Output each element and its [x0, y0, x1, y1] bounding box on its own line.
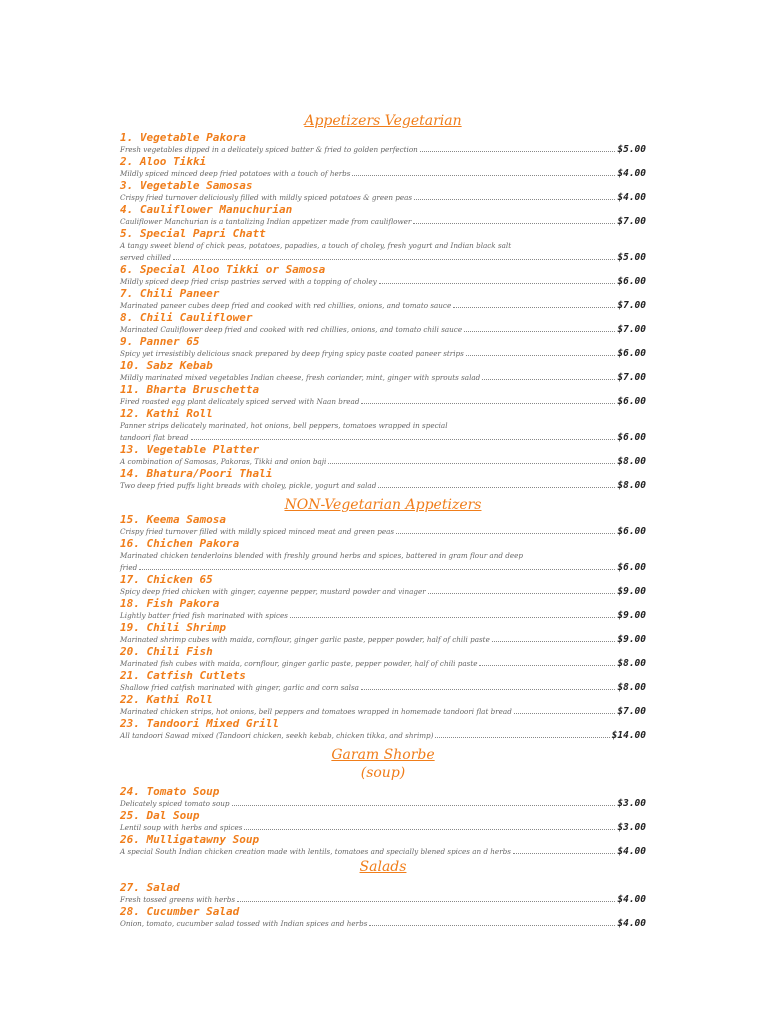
menu-item: [120, 882, 646, 906]
item-name: 24. Tomato Soup: [120, 785, 220, 798]
item-name: 23. Tandoori Mixed Grill: [120, 717, 279, 730]
dot-leader: [361, 689, 615, 690]
item-price: $6.00: [617, 432, 646, 443]
item-description: Lentil soup with herbs and spices: [120, 823, 243, 832]
item-name: 3. Vegetable Samosas: [120, 179, 253, 192]
item-name: 28. Cucumber Salad: [120, 905, 240, 918]
item-description: Spicy deep fried chicken with ginger, cayenne pepper, mustard powder and vinager: [120, 587, 426, 596]
item-description: Spicy yet irresistibly delicious snack prepared by deep frying spicy paste coated paneer strips: [120, 349, 464, 358]
menu-item: [120, 646, 646, 670]
section-title: Garam Shorbe: [331, 747, 435, 763]
item-price: $4.00: [617, 894, 646, 905]
menu-item: [120, 834, 646, 858]
item-price: $7.00: [617, 372, 646, 383]
item-price: $6.00: [617, 526, 646, 537]
dot-leader: [173, 259, 615, 260]
item-name: 18. Fish Pakora: [120, 597, 220, 610]
menu-item: [120, 336, 646, 360]
item-name: 21. Catfish Cutlets: [120, 669, 246, 682]
dot-leader: [290, 617, 615, 618]
item-name: 6. Special Aloo Tikki or Samosa: [120, 263, 326, 276]
item-price: $9.00: [617, 586, 646, 597]
item-name: 2. Aloo Tikki: [120, 155, 207, 168]
dot-leader: [435, 737, 609, 738]
item-description: Marinated shrimp cubes with maida, cornflour, ginger garlic paste, pepper powder, half of chili paste: [120, 635, 490, 644]
item-price: $6.00: [617, 348, 646, 359]
dot-leader: [492, 641, 616, 642]
item-name: 4. Cauliflower Manuchurian: [120, 203, 293, 216]
item-name: 19. Chili Shrimp: [120, 621, 226, 634]
item-price: $8.00: [617, 480, 646, 491]
item-description-cont: tandoori flat bread: [120, 433, 189, 442]
item-description: Panner strips delicately marinated, hot onions, bell peppers, tomatoes wrapped in special: [120, 421, 448, 430]
item-description: Onion, tomato, cucumber salad tossed with Indian spices and herbs: [120, 919, 368, 928]
menu-item: [120, 132, 646, 156]
dot-leader: [513, 853, 615, 854]
dot-leader: [479, 665, 615, 666]
dot-leader: [232, 805, 616, 806]
menu-item: [120, 444, 646, 468]
item-name: 14. Bhatura/Poori Thali: [120, 467, 273, 480]
item-name: 12. Kathi Roll: [120, 407, 213, 420]
item-price: $7.00: [617, 324, 646, 335]
item-name: 5. Special Papri Chatt: [120, 227, 266, 240]
item-price: $9.00: [617, 610, 646, 621]
item-description: Fresh vegetables dipped in a delicately spiced batter & fried to golden perfection: [120, 145, 418, 154]
item-name: 9. Panner 65: [120, 335, 200, 348]
section-non-vegetarian-appetizers: [120, 496, 646, 742]
dot-leader: [466, 355, 616, 356]
dot-leader: [139, 569, 615, 570]
menu-item: [120, 228, 646, 264]
item-description: A combination of Samosas, Pakoras, Tikki and onion baji: [120, 457, 327, 466]
item-description: Fresh tossed greens with herbs: [120, 895, 236, 904]
dot-leader: [328, 463, 615, 464]
dot-leader: [244, 829, 615, 830]
item-price: $3.00: [617, 822, 646, 833]
menu-item: [120, 204, 646, 228]
item-name: 17. Chicken 65: [120, 573, 213, 586]
dot-leader: [396, 533, 615, 534]
dot-leader: [420, 151, 616, 152]
dot-leader: [453, 307, 615, 308]
item-name: 25. Dal Soup: [120, 809, 200, 822]
item-description: Marinated Cauliflower deep fried and cooked with red chillies, onions, and tomato chili sauce: [120, 325, 463, 334]
item-price: $7.00: [617, 300, 646, 311]
section-title: Salads: [359, 859, 407, 875]
item-price: $4.00: [617, 918, 646, 929]
item-name: 27. Salad: [120, 881, 180, 894]
menu-item: [120, 718, 646, 742]
item-name: 10. Sabz Kebab: [120, 359, 213, 372]
menu-item: [120, 264, 646, 288]
item-name: 26. Mulligatawny Soup: [120, 833, 260, 846]
menu-item: [120, 694, 646, 718]
item-name: 20. Chili Fish: [120, 645, 213, 658]
item-price: $4.00: [617, 168, 646, 179]
section-garam-shorbe: [120, 746, 646, 858]
item-price: $5.00: [617, 144, 646, 155]
item-price: $4.00: [617, 846, 646, 857]
menu-item: [120, 538, 646, 574]
item-description: Marinated chicken strips, hot onions, bell peppers and tomatoes wrapped in homemade tandoori flat bread: [120, 707, 512, 716]
item-name: 22. Kathi Roll: [120, 693, 213, 706]
menu-item: [120, 670, 646, 694]
dot-leader: [378, 487, 615, 488]
menu-item: [120, 906, 646, 930]
menu-item: [120, 312, 646, 336]
menu-item: [120, 622, 646, 646]
dot-leader: [428, 593, 616, 594]
dot-leader: [514, 713, 616, 714]
item-description: Crispy fried turnover filled with mildly spiced minced meat and green peas: [120, 527, 395, 536]
section-salads: [120, 858, 646, 930]
menu-item: [120, 786, 646, 810]
item-description: Marinated fish cubes with maida, cornflour, ginger garlic paste, pepper powder, half of chili paste: [120, 659, 478, 668]
menu-item: [120, 514, 646, 538]
item-price: $8.00: [617, 682, 646, 693]
item-description: Mildly spiced minced deep fried potatoes with a touch of herbs: [120, 169, 351, 178]
item-description: Mildly spiced deep fried crisp pastries served with a topping of choley: [120, 277, 377, 286]
menu-item: [120, 574, 646, 598]
item-price: $6.00: [617, 562, 646, 573]
item-name: 1. Vegetable Pakora: [120, 131, 246, 144]
item-description: Fired roasted egg plant delicately spiced served with Naan bread: [120, 397, 360, 406]
item-description-cont: served chilled: [120, 253, 171, 262]
dot-leader: [361, 403, 615, 404]
item-description: A tangy sweet blend of chick peas, potatoes, papadies, a touch of choley, fresh yogurt and Indian black salt: [120, 241, 512, 250]
item-description: Mildly marinated mixed vegetables Indian cheese, fresh coriander, mint, ginger with sprouts salad: [120, 373, 481, 382]
item-price: $5.00: [617, 252, 646, 263]
section-title: NON-Vegetarian Appetizers: [284, 497, 482, 513]
item-name: 7. Chili Paneer: [120, 287, 220, 300]
item-description: Crispy fried turnover deliciously filled with mildly spiced potatoes & green peas: [120, 193, 413, 202]
menu-item: [120, 180, 646, 204]
dot-leader: [413, 223, 615, 224]
item-description: All tandoori Sawad mixed (Tandoori chicken, seekh kebab, chicken tikka, and shrimp): [120, 731, 434, 740]
item-name: 8. Chili Cauliflower: [120, 311, 253, 324]
dot-leader: [464, 331, 615, 332]
item-name: 13. Vegetable Platter: [120, 443, 260, 456]
item-name: 11. Bharta Bruschetta: [120, 383, 260, 396]
item-description: Marinated paneer cubes deep fried and cooked with red chillies, onions, and tomato sauce: [120, 301, 452, 310]
section-title: Appetizers Vegetarian: [304, 113, 462, 129]
item-price: $7.00: [617, 706, 646, 717]
menu-item: [120, 288, 646, 312]
dot-leader: [414, 199, 615, 200]
item-description: A special South Indian chicken creation made with lentils, tomatoes and specially blened spices an d herbs: [120, 847, 511, 856]
item-description: Cauliflower Manchurian is a tantalizing Indian appetizer made from cauliflower: [120, 217, 412, 226]
item-price: $7.00: [617, 216, 646, 227]
menu-item: [120, 156, 646, 180]
item-description: Delicately spiced tomato soup: [120, 799, 230, 808]
item-price: $4.00: [617, 192, 646, 203]
item-name: 16. Chichen Pakora: [120, 537, 240, 550]
menu-item: [120, 810, 646, 834]
section-subtitle: (soup): [360, 765, 406, 781]
item-name: 15. Keema Samosa: [120, 513, 226, 526]
dot-leader: [482, 379, 615, 380]
dot-leader: [352, 175, 615, 176]
item-price: $14.00: [611, 730, 646, 741]
item-description: Shallow fried catfish marinated with ginger, garlic and corn salsa: [120, 683, 359, 692]
menu-page: [120, 112, 646, 930]
item-description: Two deep fried puffs light breads with choley, pickle, yogurt and salad: [120, 481, 377, 490]
item-price: $9.00: [617, 634, 646, 645]
item-price: $8.00: [617, 456, 646, 467]
menu-item: [120, 360, 646, 384]
item-description: Marinated chicken tenderloins blended with freshly ground herbs and spices, battered in gram flour and deep: [120, 551, 523, 560]
dot-leader: [191, 439, 616, 440]
item-price: $6.00: [617, 276, 646, 287]
section-appetizers-vegetarian: [120, 112, 646, 492]
dot-leader: [369, 925, 615, 926]
dot-leader: [379, 283, 616, 284]
item-price: $8.00: [617, 658, 646, 669]
item-description: Lightly batter fried fish marinated with spices: [120, 611, 288, 620]
item-description-cont: fried: [120, 563, 138, 572]
item-price: $3.00: [617, 798, 646, 809]
menu-item: [120, 384, 646, 408]
item-price: $6.00: [617, 396, 646, 407]
dot-leader: [237, 901, 615, 902]
menu-item: [120, 468, 646, 492]
menu-item: [120, 598, 646, 622]
menu-item: [120, 408, 646, 444]
